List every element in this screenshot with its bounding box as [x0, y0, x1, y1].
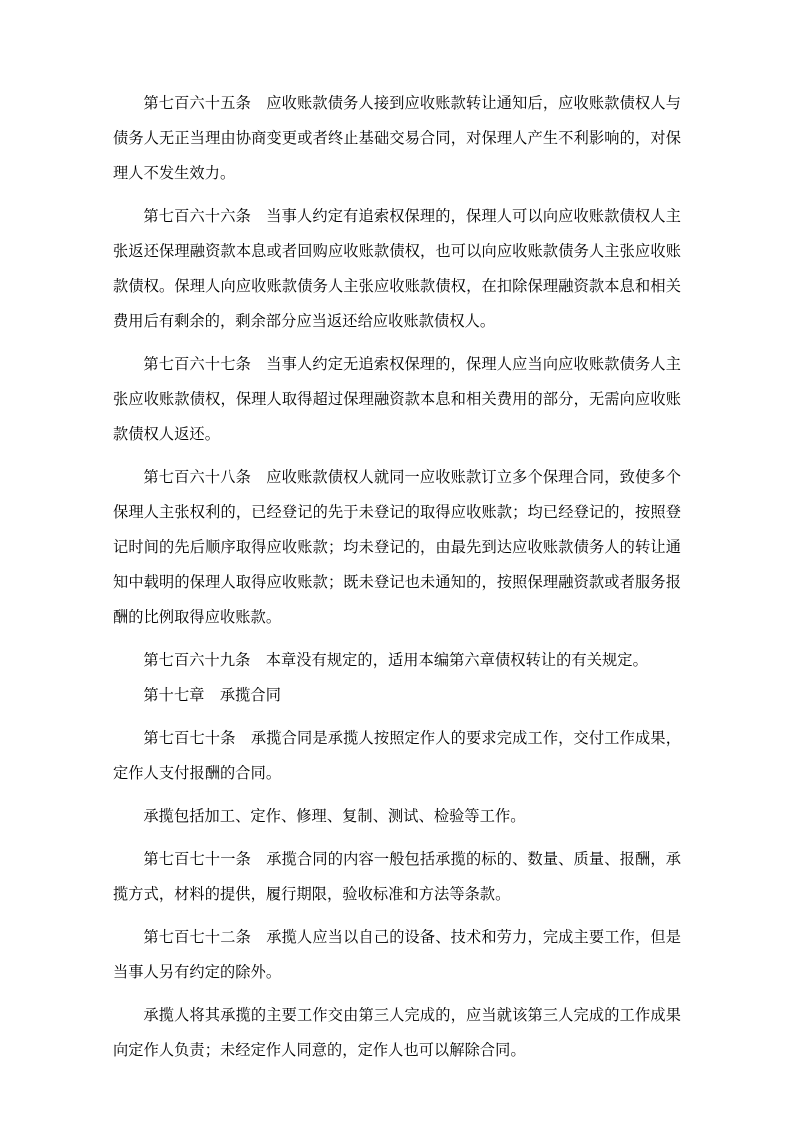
paragraph-spacer: [113, 834, 681, 842]
document-body: [113, 86, 681, 1068]
paragraph-spacer: [113, 791, 681, 799]
paragraph-spacer: [113, 713, 681, 721]
paragraph-spacer: [113, 452, 681, 460]
paragraph-spacer: [113, 990, 681, 998]
paragraph-spacer: [113, 635, 681, 643]
chapter-heading-17: 第十七章 承揽合同: [143, 686, 281, 704]
paragraph-spacer: [113, 339, 681, 347]
paragraph-article-767: 第七百六十七条 当事人约定无追索权保理的，保理人应当向应收账款债务人主张应收账款债权，保理人取得超过保理融资款本息和相关费用的部分，无需向应收账款债权人返还。: [113, 355, 681, 443]
paragraph-article-766: 第七百六十六条 当事人约定有追索权保理的，保理人可以向应收账款债权人主张返还保理融资款本息或者回购应收账款债权，也可以向应收账款债务人主张应收账款债权。保理人向应收账款债务人主张应收账款债权，在扣除保理融资款本息和相关费用后有剩余的，剩余部分应当返还给应收账款债权人。: [113, 207, 681, 330]
paragraph-article-770-second: 承揽包括加工、定作、修理、复制、测试、检验等工作。: [143, 807, 526, 825]
paragraph-article-768: 第七百六十八条 应收账款债权人就同一应收账款订立多个保理合同，致使多个保理人主张权利的，已经登记的先于未登记的取得应收账款；均已经登记的，按照登记时间的先后顺序取得应收账款；均未登记的，由最先到达应收账款债务人的转让通知中载明的保理人取得应收账款；既未登记也未通知的，按照保理融资款或者服务报酬的比例取得应收账款。: [113, 468, 681, 626]
paragraph-article-770: 第七百七十条 承揽合同是承揽人按照定作人的要求完成工作，交付工作成果，定作人支付报酬的合同。: [113, 729, 681, 782]
paragraph-spacer: [113, 912, 681, 920]
paragraph-article-769: 第七百六十九条 本章没有规定的，适用本编第六章债权转让的有关规定。: [143, 651, 648, 669]
paragraph-spacer: [113, 191, 681, 199]
paragraph-article-765: 第七百六十五条 应收账款债务人接到应收账款转让通知后，应收账款债权人与债务人无正当理由协商变更或者终止基础交易合同，对保理人产生不利影响的，对保理人不发生效力。: [113, 94, 681, 182]
paragraph-article-772: 第七百七十二条 承揽人应当以自己的设备、技术和劳力，完成主要工作，但是当事人另有约定的除外。: [113, 928, 681, 981]
paragraph-article-772-second: 承揽人将其承揽的主要工作交由第三人完成的，应当就该第三人完成的工作成果向定作人负责；未经定作人同意的，定作人也可以解除合同。: [113, 1006, 681, 1059]
paragraph-article-771: 第七百七十一条 承揽合同的内容一般包括承揽的标的、数量、质量、报酬，承揽方式，材料的提供，履行期限，验收标准和方法等条款。: [113, 850, 681, 903]
